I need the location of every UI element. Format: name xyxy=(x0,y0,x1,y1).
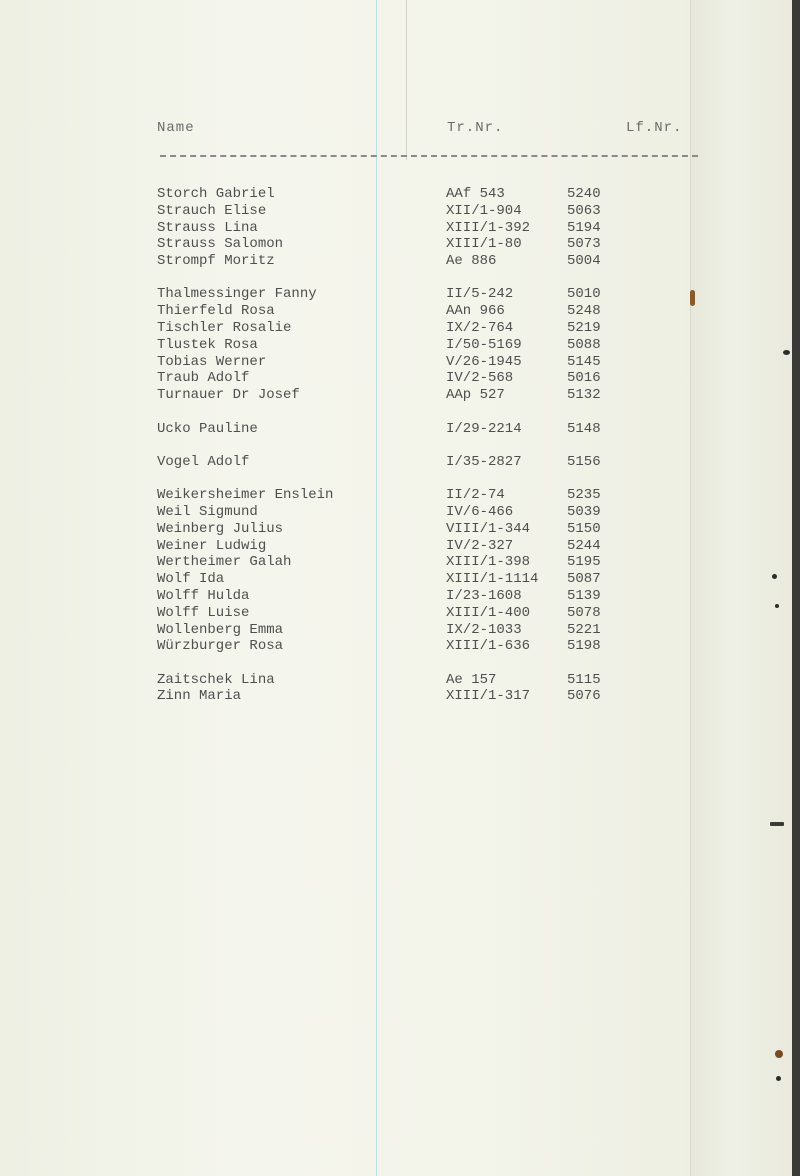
entry-lf-nr: 5195 xyxy=(567,554,601,571)
list-item xyxy=(0,638,792,655)
entry-lf-nr: 5039 xyxy=(567,503,601,520)
list-item xyxy=(0,337,792,354)
entry-lf-nr: 5194 xyxy=(567,219,601,236)
list-item xyxy=(0,688,792,705)
list-item xyxy=(0,421,792,438)
list-item xyxy=(0,605,792,622)
rust-stain xyxy=(775,1050,783,1058)
list-item xyxy=(0,220,792,237)
entry-name: Weiner Ludwig xyxy=(157,537,267,554)
entry-tr-nr: XIII/1-398 xyxy=(446,554,531,571)
entry-name: Wolff Luise xyxy=(157,604,250,621)
list-item xyxy=(0,303,792,320)
entry-tr-nr: I/50-5169 xyxy=(446,336,522,353)
entry-name: Vogel Adolf xyxy=(157,453,250,470)
entry-tr-nr: XIII/1-80 xyxy=(446,236,522,253)
list-item xyxy=(0,554,792,571)
entry-tr-nr: Ae 157 xyxy=(446,671,497,688)
entry-name: Zinn Maria xyxy=(157,688,242,705)
entry-lf-nr: 5148 xyxy=(567,420,601,437)
column-header-tr-nr: Tr.Nr. xyxy=(447,120,504,136)
list-item xyxy=(0,253,792,270)
entry-tr-nr: AAp 527 xyxy=(446,387,505,404)
list-item xyxy=(0,203,792,220)
entry-lf-nr: 5010 xyxy=(567,286,601,303)
entry-lf-nr: 5244 xyxy=(567,537,601,554)
entry-lf-nr: 5078 xyxy=(567,604,601,621)
column-header-name: Name xyxy=(157,120,195,136)
entry-name: Wollenberg Emma xyxy=(157,621,284,638)
entry-lf-nr: 5156 xyxy=(567,453,601,470)
entry-name: Turnauer Dr Josef xyxy=(157,387,300,404)
list-item xyxy=(0,487,792,504)
entry-tr-nr: Ae 886 xyxy=(446,253,497,270)
entry-tr-nr: IX/2-1033 xyxy=(446,621,522,638)
entry-lf-nr: 5088 xyxy=(567,336,601,353)
entry-tr-nr: I/35-2827 xyxy=(446,453,522,470)
list-item xyxy=(0,504,792,521)
list-item xyxy=(0,588,792,605)
list-item xyxy=(0,672,792,689)
entry-lf-nr: 5115 xyxy=(567,671,601,688)
entry-name: Thalmessinger Fanny xyxy=(157,286,317,303)
entry-tr-nr: IV/6-466 xyxy=(446,503,514,520)
list-item xyxy=(0,354,792,371)
entry-name: Tischler Rosalie xyxy=(157,320,292,337)
list-item xyxy=(0,186,792,203)
list-item xyxy=(0,286,792,303)
list-item xyxy=(0,571,792,588)
entry-name: Weil Sigmund xyxy=(157,503,258,520)
entry-list xyxy=(0,186,792,705)
entry-tr-nr: XIII/1-392 xyxy=(446,219,531,236)
entry-name: Traub Adolf xyxy=(157,370,250,387)
entry-lf-nr: 5076 xyxy=(567,688,601,705)
entry-name: Wolff Hulda xyxy=(157,587,250,604)
entry-tr-nr: XIII/1-400 xyxy=(446,604,531,621)
binding-mark xyxy=(770,822,784,826)
entry-name: Strauch Elise xyxy=(157,202,267,219)
entry-lf-nr: 5139 xyxy=(567,587,601,604)
entry-name: Weikersheimer Enslein xyxy=(157,487,334,504)
entry-tr-nr: II/5-242 xyxy=(446,286,514,303)
entry-lf-nr: 5235 xyxy=(567,487,601,504)
entry-lf-nr: 5063 xyxy=(567,202,601,219)
entry-lf-nr: 5073 xyxy=(567,236,601,253)
entry-tr-nr: I/23-1608 xyxy=(446,587,522,604)
entry-name: Storch Gabriel xyxy=(157,186,275,202)
entry-lf-nr: 5016 xyxy=(567,370,601,387)
list-item xyxy=(0,387,792,404)
list-item xyxy=(0,454,792,471)
entry-tr-nr: VIII/1-344 xyxy=(446,520,531,537)
entry-name: Strauss Lina xyxy=(157,219,258,236)
entry-name: Strauss Salomon xyxy=(157,236,284,253)
entry-tr-nr: I/29-2214 xyxy=(446,420,522,437)
entry-name: Zaitschek Lina xyxy=(157,671,275,688)
entry-tr-nr: V/26-1945 xyxy=(446,353,522,370)
entry-lf-nr: 5150 xyxy=(567,520,601,537)
binding-mark xyxy=(775,604,779,608)
entry-tr-nr: IV/2-568 xyxy=(446,370,514,387)
binding-mark xyxy=(783,350,790,355)
binding-mark xyxy=(772,574,777,579)
paper-crease xyxy=(406,0,407,160)
list-item xyxy=(0,521,792,538)
entry-lf-nr: 5198 xyxy=(567,638,601,655)
list-item xyxy=(0,370,792,387)
entry-lf-nr: 5145 xyxy=(567,353,601,370)
column-header-lf-nr: Lf.Nr. xyxy=(626,120,683,136)
entry-tr-nr: AAn 966 xyxy=(446,303,505,320)
header-divider xyxy=(160,155,698,157)
list-item xyxy=(0,236,792,253)
entry-tr-nr: IV/2-327 xyxy=(446,537,514,554)
entry-name: Wolf Ida xyxy=(157,571,225,588)
entry-name: Wertheimer Galah xyxy=(157,554,292,571)
entry-lf-nr: 5248 xyxy=(567,303,601,320)
binding-mark xyxy=(776,1076,781,1081)
entry-name: Strompf Moritz xyxy=(157,253,275,270)
entry-lf-nr: 5240 xyxy=(567,186,601,202)
entry-name: Ucko Pauline xyxy=(157,420,258,437)
entry-tr-nr: IX/2-764 xyxy=(446,320,514,337)
list-item xyxy=(0,320,792,337)
entry-tr-nr: II/2-74 xyxy=(446,487,505,504)
entry-tr-nr: XIII/1-317 xyxy=(446,688,531,705)
entry-name: Thierfeld Rosa xyxy=(157,303,275,320)
list-item xyxy=(0,538,792,555)
entry-tr-nr: AAf 543 xyxy=(446,186,505,202)
entry-name: Tlustek Rosa xyxy=(157,336,258,353)
list-item xyxy=(0,622,792,639)
entry-lf-nr: 5219 xyxy=(567,320,601,337)
entry-name: Tobias Werner xyxy=(157,353,267,370)
entry-tr-nr: XII/1-904 xyxy=(446,202,522,219)
entry-lf-nr: 5087 xyxy=(567,571,601,588)
entry-tr-nr: XIII/1-1114 xyxy=(446,571,539,588)
entry-name: Würzburger Rosa xyxy=(157,638,284,655)
entry-lf-nr: 5132 xyxy=(567,387,601,404)
entry-name: Weinberg Julius xyxy=(157,520,284,537)
entry-lf-nr: 5221 xyxy=(567,621,601,638)
entry-lf-nr: 5004 xyxy=(567,253,601,270)
rust-stain xyxy=(690,290,695,306)
entry-tr-nr: XIII/1-636 xyxy=(446,638,531,655)
